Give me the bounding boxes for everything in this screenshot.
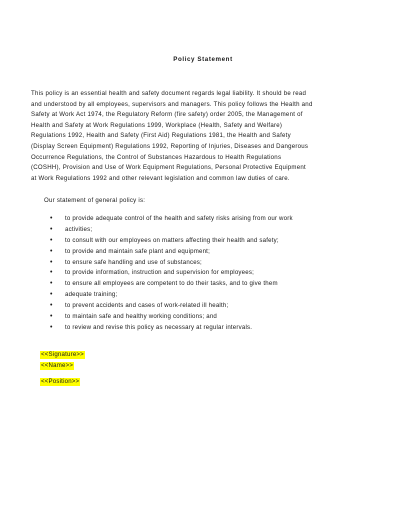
bullet-icon: •: [50, 258, 53, 266]
intro-paragraph: [31, 89, 376, 184]
bullet-icon: •: [50, 225, 53, 233]
list-item: [48, 258, 368, 269]
intro-line: Occurrence Regulations, the Control of Substances Hazardous to Health Regulations: [31, 153, 282, 161]
list-item: [48, 214, 368, 225]
intro-line: Regulations 1992, Health and Safety (First Aid) Regulations 1981, the Health and Safety: [31, 132, 291, 140]
list-item-text: to consult with our employees on matters affecting their health and safety;: [65, 236, 279, 244]
intro-line: Health and Safety at Work Regulations 1999, Workplace (Health, Safety and Welfare): [31, 121, 283, 129]
bullet-icon: •: [50, 291, 53, 299]
list-item: [48, 279, 368, 290]
list-item: [48, 247, 368, 258]
policy-title: Policy Statement: [173, 56, 233, 63]
intro-line: This policy is an essential health and safety document regards legal liability. It should be read: [31, 90, 307, 97]
list-item-text: to ensure all employees are competent to do their tasks, and to give them: [65, 280, 278, 288]
bullet-icon: •: [50, 215, 53, 222]
bullet-icon: •: [50, 236, 53, 244]
signature-placeholder: <<Signature>>: [41, 351, 84, 358]
list-item-text: to prevent accidents and cases of work-related ill health;: [65, 302, 229, 310]
list-item-text: to provide information, instruction and supervision for employees;: [65, 269, 254, 277]
policy-intro-line: Our statement of general policy is:: [44, 197, 146, 204]
bullet-icon: •: [50, 323, 53, 331]
list-item: [48, 290, 368, 301]
bullet-icon: •: [50, 313, 53, 321]
list-item-text: to maintain safe and healthy working conditions; and: [65, 313, 217, 321]
intro-line: (Display Screen Equipment) Regulations 1992, Reporting of Injuries, Diseases and Dangerous: [31, 142, 309, 150]
policy-bullet-list: [48, 214, 368, 334]
list-item-text: adequate training;: [65, 291, 118, 299]
list-item-text: to provide adequate control of the health and safety risks arising from our work: [65, 215, 293, 222]
bullet-icon: •: [50, 280, 53, 288]
bullet-icon: •: [50, 269, 53, 277]
list-item: [48, 268, 368, 279]
list-item-text: activities;: [65, 225, 93, 233]
list-item: [48, 312, 368, 323]
bullet-icon: •: [50, 302, 53, 310]
list-item-text: to ensure safe handling and use of substances;: [65, 258, 202, 266]
name-placeholder: <<Name>>: [41, 362, 74, 369]
intro-line: Safety at Work Act 1974, the Regulatory Reform (fire safety) order 2005, the Management of: [31, 111, 303, 119]
list-item: [48, 236, 368, 247]
list-item-text: to provide and maintain safe plant and equipment;: [65, 247, 210, 255]
list-item: [48, 225, 368, 236]
list-item-text: to review and revise this policy as necessary at regular intervals.: [65, 323, 253, 331]
intro-line: (COSHH), Provision and Use of Work Equipment Regulations, Personal Protective Equipment: [31, 164, 306, 172]
list-item: [48, 323, 368, 334]
intro-line: and understood by all employees, supervisors and managers. This policy follows the Health and: [31, 100, 313, 108]
list-item: [48, 301, 368, 312]
position-placeholder: <<Position>>: [41, 378, 80, 385]
bullet-icon: •: [50, 247, 53, 255]
intro-line: at Work Regulations 1992 and other relevant legislation and common law duties of care.: [31, 174, 290, 182]
